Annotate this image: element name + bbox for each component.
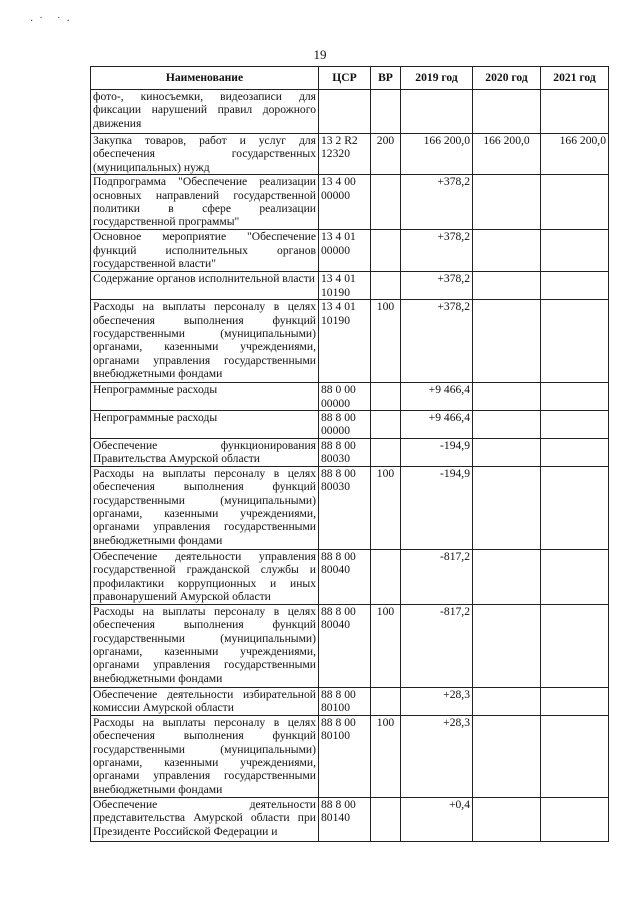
- row-2019: +28,3: [401, 687, 473, 715]
- row-2020: [473, 230, 541, 272]
- row-vr: [371, 411, 401, 439]
- table-row: [91, 411, 609, 439]
- row-2020: [473, 604, 541, 687]
- row-2021: [541, 300, 609, 383]
- row-2020: [473, 411, 541, 439]
- row-2019: +28,3: [401, 715, 473, 797]
- header-2021: 2021 год: [541, 67, 609, 90]
- budget-table: [90, 66, 609, 842]
- row-2020: [473, 687, 541, 715]
- row-2020: [473, 272, 541, 300]
- row-2020: [473, 466, 541, 549]
- header-name: Наименование: [91, 67, 319, 90]
- row-csr: 13 4 01 00000: [319, 230, 371, 272]
- table-row: [91, 797, 609, 841]
- row-csr: 88 8 00 80040: [319, 549, 371, 604]
- table-row: [91, 466, 609, 549]
- table-row: [91, 175, 609, 230]
- row-vr: [371, 230, 401, 272]
- row-csr: 88 8 00 80030: [319, 438, 371, 466]
- row-2021: [541, 90, 609, 134]
- row-2020: [473, 383, 541, 411]
- scan-specks: ·˙ ˙·: [30, 16, 76, 27]
- table-row: [91, 604, 609, 687]
- row-csr: 88 0 00 00000: [319, 383, 371, 411]
- row-2021: [541, 272, 609, 300]
- row-vr: [371, 549, 401, 604]
- row-vr: [371, 175, 401, 230]
- row-2021: [541, 466, 609, 549]
- row-csr: 13 2 R2 12320: [319, 134, 371, 175]
- row-2020: [473, 300, 541, 383]
- row-2019: -194,9: [401, 466, 473, 549]
- row-vr: 200: [371, 134, 401, 175]
- table-row: [91, 549, 609, 604]
- row-csr: 13 4 01 10190: [319, 272, 371, 300]
- row-csr: 88 8 00 80030: [319, 466, 371, 549]
- row-2021: 166 200,0: [541, 134, 609, 175]
- table-row: [91, 715, 609, 797]
- row-csr: 88 8 00 80040: [319, 604, 371, 687]
- row-2021: [541, 687, 609, 715]
- table-row: [91, 300, 609, 383]
- row-name: Основное мероприятие "Обеспечение функций исполнительных органов государственной власти": [91, 230, 319, 272]
- row-vr: [371, 687, 401, 715]
- row-csr: 13 4 00 00000: [319, 175, 371, 230]
- table-row: [91, 90, 609, 134]
- table-row: [91, 687, 609, 715]
- row-2019: -194,9: [401, 438, 473, 466]
- row-2020: [473, 90, 541, 134]
- table-row: [91, 134, 609, 175]
- row-2021: [541, 230, 609, 272]
- row-vr: [371, 383, 401, 411]
- row-name: Обеспечение деятельности избирательной комиссии Амурской области: [91, 687, 319, 715]
- row-name: Непрограммные расходы: [91, 383, 319, 411]
- header-2020: 2020 год: [473, 67, 541, 90]
- row-name: Подпрограмма "Обеспечение реализации основных направлений государственной политики в сфере реализации государственной программы": [91, 175, 319, 230]
- row-2021: [541, 438, 609, 466]
- row-csr: 88 8 00 80140: [319, 797, 371, 841]
- row-vr: 100: [371, 604, 401, 687]
- row-name: Непрограммные расходы: [91, 411, 319, 439]
- row-2021: [541, 549, 609, 604]
- row-2020: 166 200,0: [473, 134, 541, 175]
- row-2021: [541, 797, 609, 841]
- row-name: Обеспечение деятельности управления государственной гражданской службы и профилактики коррупционных и иных правонарушений Амурской области: [91, 549, 319, 604]
- row-name: Обеспечение функционирования Правительства Амурской области: [91, 438, 319, 466]
- table-header-row: [91, 67, 609, 90]
- row-2019: +378,2: [401, 230, 473, 272]
- row-2019: +0,4: [401, 797, 473, 841]
- row-csr: 88 8 00 80100: [319, 715, 371, 797]
- row-vr: 100: [371, 715, 401, 797]
- row-vr: 100: [371, 466, 401, 549]
- row-2019: +378,2: [401, 175, 473, 230]
- row-vr: [371, 438, 401, 466]
- row-2019: +378,2: [401, 272, 473, 300]
- row-2021: [541, 715, 609, 797]
- row-name: Обеспечение деятельности представительства Амурской области при Президенте Российской Федерации и: [91, 797, 319, 841]
- row-2021: [541, 604, 609, 687]
- row-name: Содержание органов исполнительной власти: [91, 272, 319, 300]
- header-2019: 2019 год: [401, 67, 473, 90]
- row-2021: [541, 175, 609, 230]
- row-2019: -817,2: [401, 549, 473, 604]
- row-2020: [473, 549, 541, 604]
- row-csr: 88 8 00 80100: [319, 687, 371, 715]
- row-2019: +9 466,4: [401, 411, 473, 439]
- row-vr: [371, 90, 401, 134]
- header-vr: ВР: [371, 67, 401, 90]
- row-2019: [401, 90, 473, 134]
- row-2019: +9 466,4: [401, 383, 473, 411]
- row-2020: [473, 715, 541, 797]
- row-csr: 13 4 01 10190: [319, 300, 371, 383]
- header-csr: ЦСР: [319, 67, 371, 90]
- row-csr: 88 8 00 00000: [319, 411, 371, 439]
- row-name: Расходы на выплаты персоналу в целях обеспечения выполнения функций государственными (муниципальными) органами, казенными учреждениями, органами управления государственными внебюджетными фондами: [91, 300, 319, 383]
- page-number: 19: [313, 47, 327, 62]
- row-vr: [371, 797, 401, 841]
- row-name: фото-, киносъемки, видеозаписи для фиксации нарушений правил дорожного движения: [91, 90, 319, 134]
- row-2020: [473, 797, 541, 841]
- row-2021: [541, 411, 609, 439]
- row-csr: [319, 90, 371, 134]
- row-name: Расходы на выплаты персоналу в целях обеспечения выполнения функций государственными (муниципальными) органами, казенными учреждениями, органами управления государственными внебюджетными фондами: [91, 715, 319, 797]
- row-2021: [541, 383, 609, 411]
- row-2019: 166 200,0: [401, 134, 473, 175]
- row-2020: [473, 175, 541, 230]
- row-name: Расходы на выплаты персоналу в целях обеспечения выполнения функций государственными (муниципальными) органами, казенными учреждениями, органами управления государственными внебюджетными фондами: [91, 466, 319, 549]
- table-row: [91, 438, 609, 466]
- row-2019: +378,2: [401, 300, 473, 383]
- row-vr: 100: [371, 300, 401, 383]
- table-row: [91, 383, 609, 411]
- row-name: Закупка товаров, работ и услуг для обеспечения государственных (муниципальных) нужд: [91, 134, 319, 175]
- table-row: [91, 272, 609, 300]
- row-2020: [473, 438, 541, 466]
- row-vr: [371, 272, 401, 300]
- row-2019: -817,2: [401, 604, 473, 687]
- table-row: [91, 230, 609, 272]
- row-name: Расходы на выплаты персоналу в целях обеспечения выполнения функций государственными (муниципальными) органами, казенными учреждениями, органами управления государственными внебюджетными фондами: [91, 604, 319, 687]
